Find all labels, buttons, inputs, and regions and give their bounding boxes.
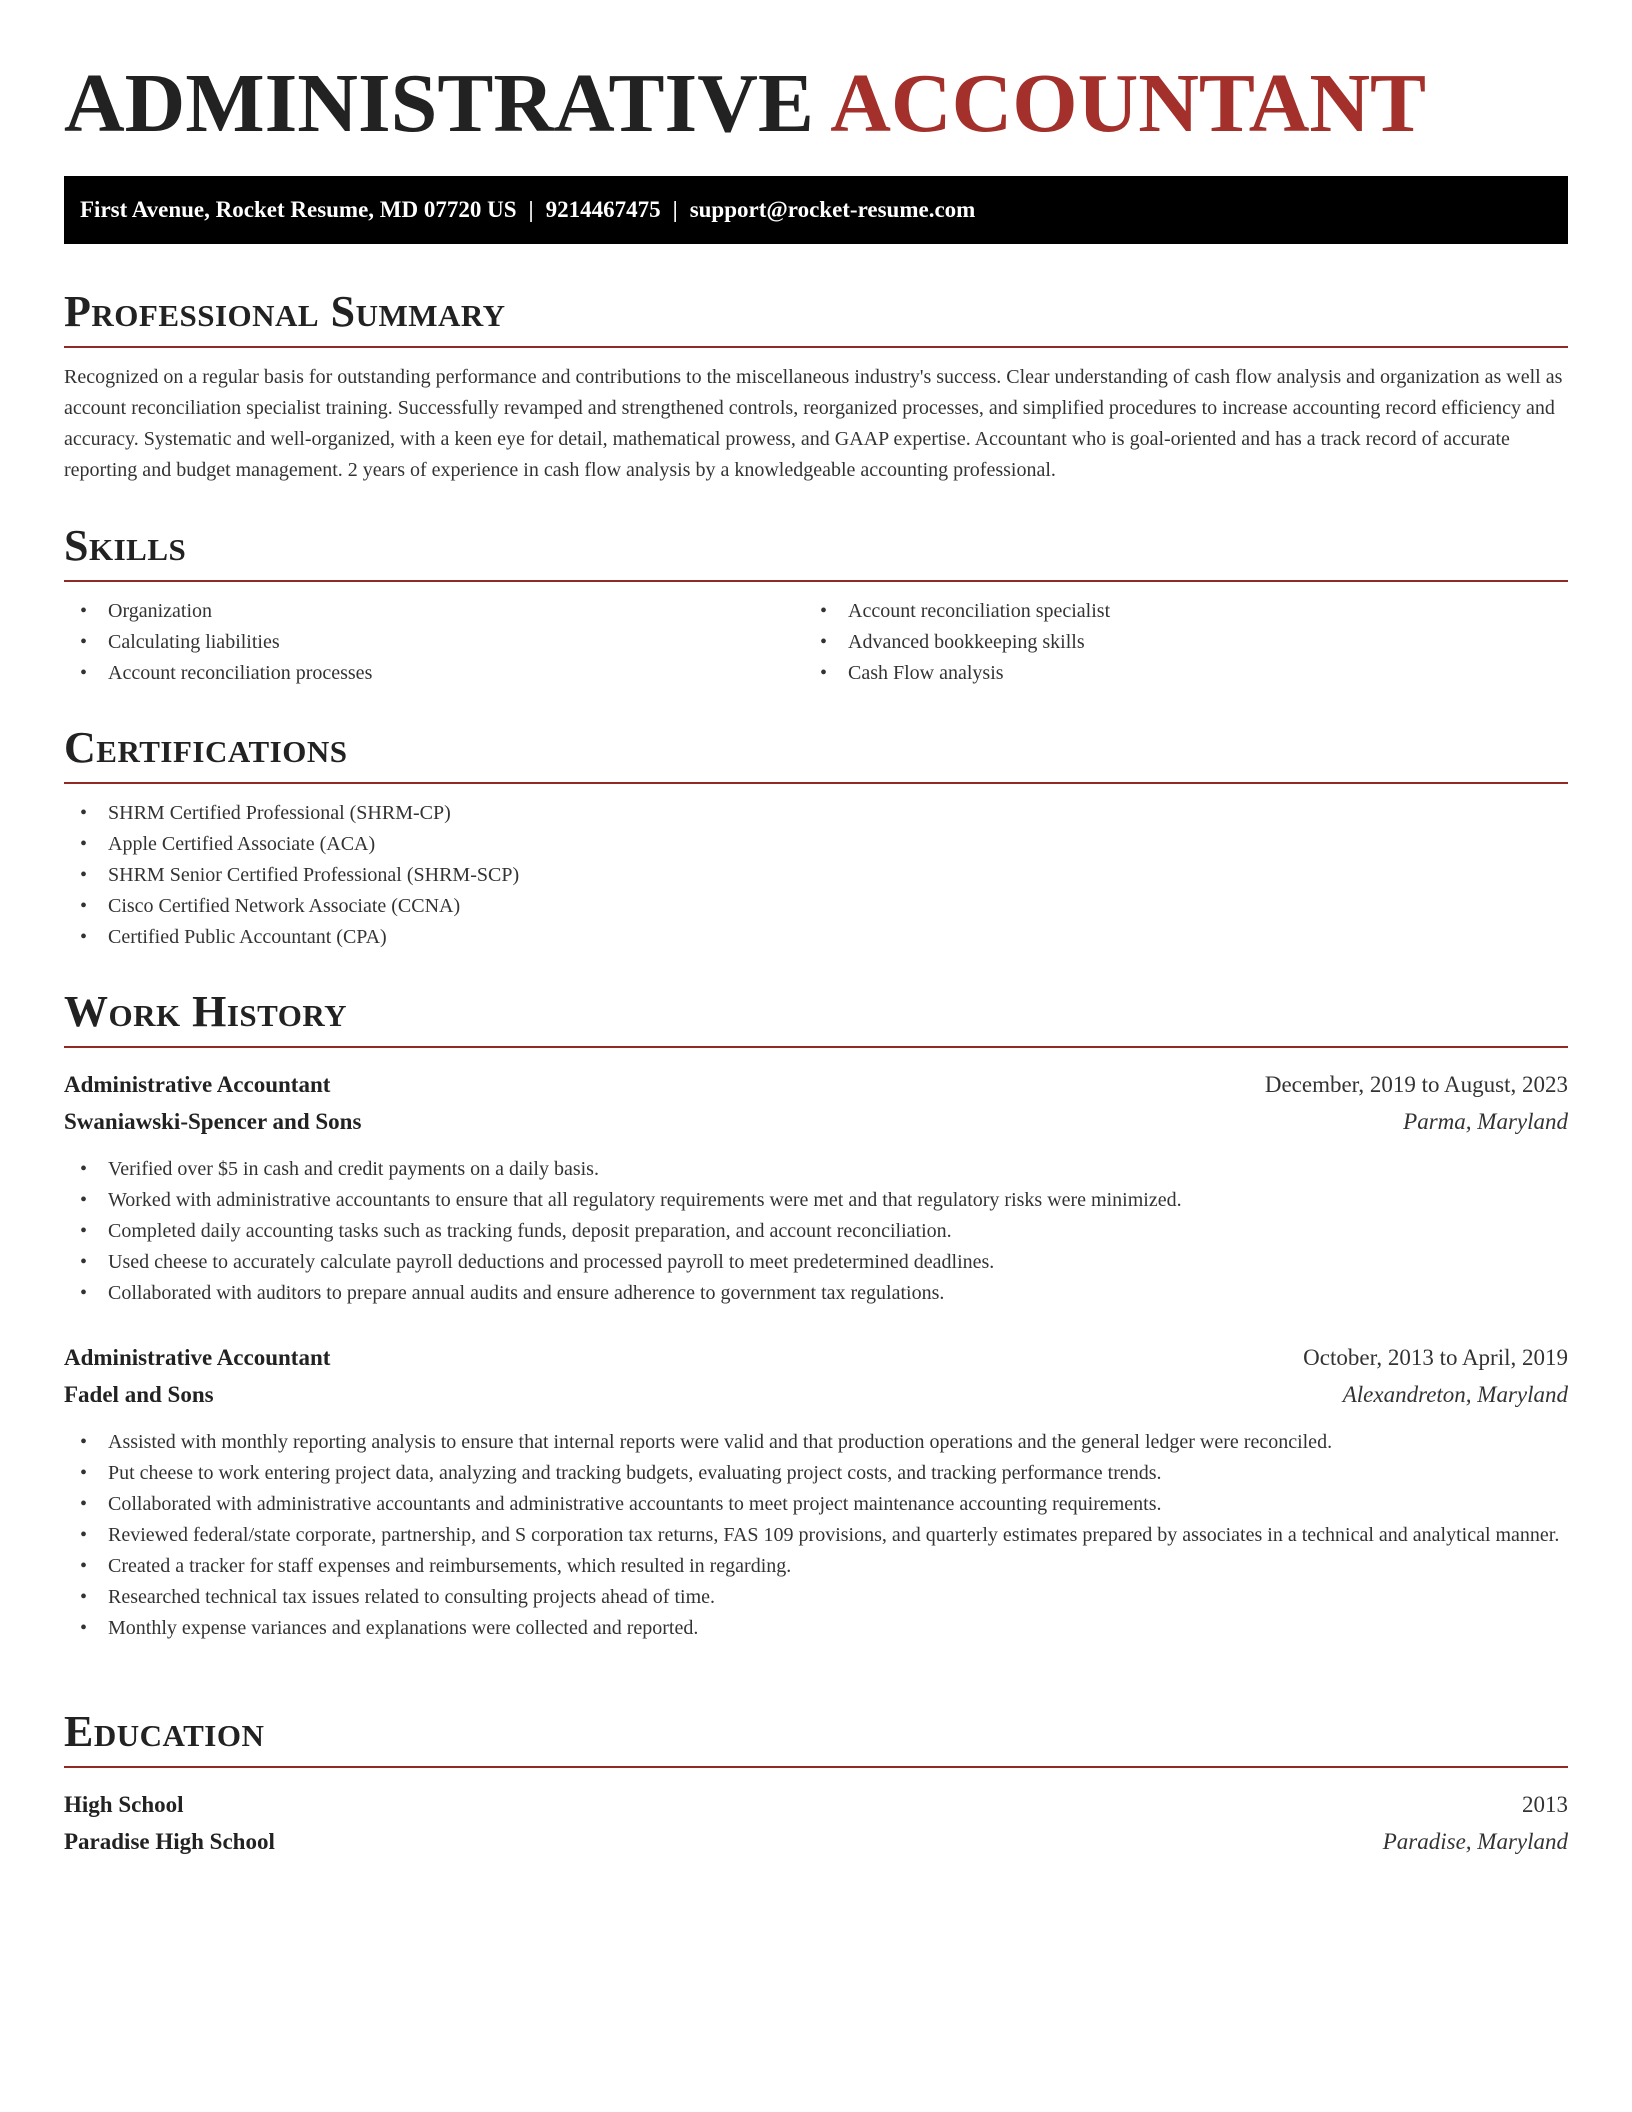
certification-item: • Apple Certified Associate (ACA)	[80, 833, 376, 855]
job-location: Parma, Maryland	[1403, 1109, 1568, 1134]
skill-item: • Calculating liabilities	[80, 631, 280, 653]
duty-item: • Collaborated with auditors to prepare annual audits and ensure adherence to government tax regulations.	[80, 1282, 945, 1304]
job-entry	[64, 1066, 1568, 1309]
summary-text: Recognized on a regular basis for outstanding performance and contributions to the miscellaneous industry's success. Clear understanding of cash flow analysis and organization as well as account reconciliation specialist training. Successfully revamped and strengthened controls, reorganized processes, and simplified procedures to increase accounting record efficiency and accuracy. Systematic and well-organized, with a keen eye for detail, mathematical prowess, and GAAP expertise. Accountant who is goal-oriented and has a track record of accurate reporting and budget management. 2 years of experience in cash flow analysis by a knowledgeable accounting professional.	[64, 366, 1563, 481]
skill-item: • Organization	[80, 600, 213, 622]
section-divider	[64, 1046, 1568, 1048]
duty-item: • Assisted with monthly reporting analysis to ensure that internal reports were valid and that production operations and the general ledger were reconciled.	[80, 1431, 1333, 1453]
work-history-section	[64, 986, 1568, 1644]
job-entry	[64, 1339, 1568, 1644]
education-degree: High School	[64, 1792, 184, 1817]
section-divider	[64, 782, 1568, 784]
skills-list-left	[64, 596, 804, 689]
work-history-title: Work History	[64, 987, 348, 1036]
name-last: ACCOUNTANT	[830, 57, 1427, 150]
education-year: 2013	[1522, 1792, 1568, 1817]
contact-bar	[64, 176, 1568, 244]
duty-item: • Collaborated with administrative accountants and administrative accountants to meet project maintenance accounting requirements.	[80, 1493, 1162, 1515]
summary-section	[64, 286, 1568, 486]
education-title: Education	[64, 1707, 265, 1756]
job-dates: December, 2019 to August, 2023	[1264, 1072, 1568, 1097]
certifications-title: Certifications	[64, 723, 348, 772]
job-location: Alexandreton, Maryland	[1342, 1382, 1568, 1407]
resume-name	[64, 0, 1568, 150]
job-dates: October, 2013 to April, 2019	[1303, 1345, 1568, 1370]
job-company: Swaniawski-Spencer and Sons	[64, 1109, 362, 1134]
job-role: Administrative Accountant	[64, 1072, 331, 1097]
summary-title: Professional Summary	[64, 287, 506, 336]
duty-item: • Researched technical tax issues related to consulting projects ahead of time.	[80, 1586, 716, 1608]
job-subheader	[64, 1376, 1568, 1413]
education-location: Paradise, Maryland	[1382, 1829, 1568, 1854]
skills-section	[64, 520, 1568, 689]
job-subheader	[64, 1103, 1568, 1140]
education-subheader	[64, 1823, 1568, 1860]
skill-item: • Account reconciliation processes	[80, 662, 373, 684]
job-role: Administrative Accountant	[64, 1345, 331, 1370]
skills-list-right	[804, 596, 1544, 689]
duty-item: • Created a tracker for staff expenses and reimbursements, which resulted in regarding.	[80, 1555, 792, 1577]
certifications-list	[64, 798, 1568, 953]
section-divider	[64, 346, 1568, 348]
contact-address: First Avenue, Rocket Resume, MD 07720 US	[80, 197, 517, 222]
skill-item: • Advanced bookkeeping skills	[820, 631, 1085, 653]
duty-item: • Verified over $5 in cash and credit payments on a daily basis.	[80, 1158, 599, 1180]
duty-item: • Used cheese to accurately calculate payroll deductions and processed payroll to meet predetermined deadlines.	[80, 1251, 995, 1273]
skills-columns	[64, 582, 1568, 689]
job-header	[64, 1339, 1568, 1376]
name-first: ADMINISTRATIVE	[64, 57, 814, 150]
duty-item: • Put cheese to work entering project data, analyzing and tracking budgets, evaluating project costs, and tracking performance trends.	[80, 1462, 1162, 1484]
duty-item: • Reviewed federal/state corporate, partnership, and S corporation tax returns, FAS 109 provisions, and quarterly estimates prepared by associates in a technical and analytical manner.	[80, 1524, 1560, 1546]
job-company: Fadel and Sons	[64, 1382, 214, 1407]
duty-item: • Worked with administrative accountants to ensure that all regulatory requirements were met and that regulatory risks were minimized.	[80, 1189, 1182, 1211]
certification-item: • SHRM Certified Professional (SHRM-CP)	[80, 802, 451, 824]
education-section	[64, 1706, 1568, 1860]
job-duties	[64, 1427, 1568, 1644]
skill-item: • Account reconciliation specialist	[820, 600, 1111, 622]
job-duties	[64, 1154, 1568, 1309]
certifications-section	[64, 722, 1568, 953]
duty-item: • Completed daily accounting tasks such as tracking funds, deposit preparation, and account reconciliation.	[80, 1220, 952, 1242]
duty-item: • Monthly expense variances and explanations were collected and reported.	[80, 1617, 699, 1639]
certification-item: • Cisco Certified Network Associate (CCNA)	[80, 895, 461, 917]
job-header	[64, 1066, 1568, 1103]
skill-item: • Cash Flow analysis	[820, 662, 1004, 684]
contact-phone: 9214467475	[545, 197, 661, 222]
section-divider	[64, 1766, 1568, 1768]
education-entry	[64, 1786, 1568, 1860]
skills-title: Skills	[64, 521, 187, 570]
education-header	[64, 1786, 1568, 1823]
certification-item: • Certified Public Accountant (CPA)	[80, 926, 387, 948]
contact-email: support@rocket-resume.com	[689, 197, 976, 222]
resume-page	[64, 0, 1568, 1854]
education-school: Paradise High School	[64, 1829, 275, 1854]
certification-item: • SHRM Senior Certified Professional (SHRM-SCP)	[80, 864, 520, 886]
contact-separator: |	[672, 197, 678, 222]
contact-separator: |	[528, 197, 534, 222]
